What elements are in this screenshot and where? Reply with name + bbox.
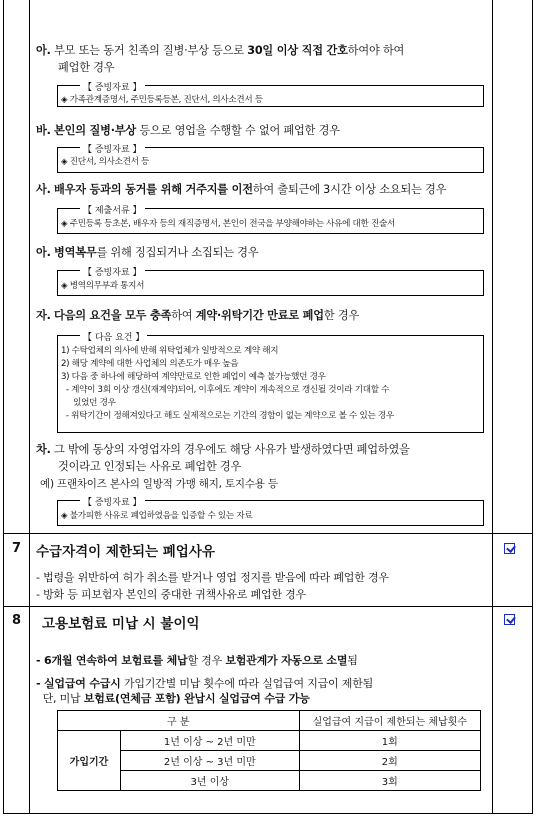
item-text: 폐업한 경우 [58,61,115,74]
row-divider-7 [3,533,533,534]
bullet-line: - 방화 등 피보험자 본인의 중대한 귀책사유로 폐업한 경우 [36,588,306,601]
item-text: 그 밖에 동상의 자영업자의 경우에도 해당 사유가 발생하였다면 폐업하였을 [54,443,410,456]
box-body: ◈ 주민등록 등초본, 배우자 등의 재직증명서, 본인이 전국을 부양해야하는 사유에 대한 진술서 [61,219,395,229]
item-bold: 30일 이상 직접 간호 [247,44,348,57]
item-marker: 차. [36,443,51,456]
box-body: ◈ 불가피한 사유로 폐업하였음을 입증할 수 있는 자료 [61,511,253,521]
section-title: 고용보험료 미납 시 불이익 [42,616,200,632]
box-title: 【 증빙자료 】 [80,142,145,155]
item-example: 예) 프랜차이즈 본사의 일방적 가맹 해지, 토지수용 등 [40,478,278,490]
table-group-label: 가입기간 [58,731,121,791]
item-marker: 아. [36,44,51,57]
box-title: 【 증빙자료 】 [80,80,145,93]
item-text: 하여 출퇴근에 3시간 이상 소요되는 경우 [252,183,447,196]
checkbox-checked[interactable] [504,543,515,554]
item-bold: 배우자 등과의 동거를 위해 거주지를 이전 [54,183,253,196]
box-body: 1) 수탁업체의 의사에 반해 위탁업체가 일방적으로 계약 해지 2) 해당 계약에 대한 사업체의 의존도가 매우 높음 3) 다음 중 하나에 해당하여 계약만료로 인한 폐업이 예측 불가능했던 경우 - 계약이 3회 이상 갱신(재계약)되어, 이후에도 계약이 계속적으로 갱신될 것이라 기대할 수 있었던 경우 - 위탁기간이 정해져있다고 해도 실제적으로는 기간의 경함이 없는 계약으로 볼 수 있는 경우 [61,346,394,421]
box-title: 【 증빙자료 】 [80,495,145,508]
item-marker: 사. [36,183,51,196]
item-d [36,244,486,261]
item-e [36,307,486,324]
item-a [36,42,486,76]
table-header-cell: 구 분 [58,711,300,731]
table-cell: 1년 이상 ~ 2년 미만 [121,731,300,751]
section-number: 8 [12,613,22,628]
item-text: 것이라고 인정되는 사유로 폐업한 경우 [58,460,242,473]
section-number: 7 [12,541,22,556]
table-header-cell: 실업급여 지급이 제한되는 체납횟수 [299,711,480,731]
table-cell: 2회 [299,751,480,771]
box-body: ◈ 병역의무부과 통지서 [61,281,145,291]
arrears-table [57,710,481,791]
bullet-line: - 실업급여 수급시 가입기간별 미납 횟수에 따라 실업급여 지급이 제한됨 [36,677,374,690]
table-row [58,731,481,751]
column-divider-right [492,0,493,814]
table-cell: 2년 이상 ~ 3년 미만 [121,751,300,771]
table-row [58,771,481,791]
table-header-row [58,711,481,731]
table-cell: 3년 이상 [121,771,300,791]
box-title: 【 제출서류 】 [80,203,145,216]
item-marker: 자. [36,309,51,322]
item-b [36,122,486,139]
item-text: 한 경우 [323,309,360,322]
table-cell: 1회 [299,731,480,751]
item-text: 하여야 하여 [347,44,405,57]
bullet-line: - 법령을 위반하여 허가 취소를 받거나 영업 정지를 받음에 따라 폐업한 경우 [36,571,389,584]
item-text: 를 위해 징집되거나 소집되는 경우 [96,246,259,259]
box-body: ◈ 가족관계증명서, 주민등록등본, 진단서, 의사소견서 등 [61,95,263,105]
item-marker: 바. [36,124,51,137]
table-cell: 3회 [299,771,480,791]
box-title: 【 다음 요건 】 [80,330,147,343]
item-text: 부모 또는 동거 친족의 질병·부상 등으로 [54,44,248,57]
item-text: 하여 [171,309,196,322]
section-title: 수급자격이 제한되는 폐업사유 [36,544,215,560]
row-divider-8 [3,606,533,607]
table-row [58,751,481,771]
bullet-line: - 6개월 연속하여 보험료를 체납할 경우 보험관계가 자동으로 소멸됨 [36,654,358,667]
column-divider-left [29,0,30,814]
item-bold: 다음의 요건을 모두 충족 [54,309,172,322]
item-c [36,181,496,198]
box-title: 【 증빙자료 】 [80,265,145,278]
item-bold: 본인의 질병·부상 [54,124,137,137]
item-marker: 아. [36,246,51,259]
item-f [36,441,496,493]
checkbox-checked[interactable] [504,614,515,625]
item-text: 등으로 영업을 수행할 수 없어 폐업한 경우 [136,124,340,137]
bullet-line: 단, 미납 보험료(연체금 포함) 완납시 실업급여 수급 가능 [36,692,310,705]
item-bold: 병역복무 [54,246,97,259]
box-body: ◈ 진단서, 의사소견서 등 [61,157,150,167]
item-bold: 계약·위탁기간 만료로 폐업 [195,309,324,322]
